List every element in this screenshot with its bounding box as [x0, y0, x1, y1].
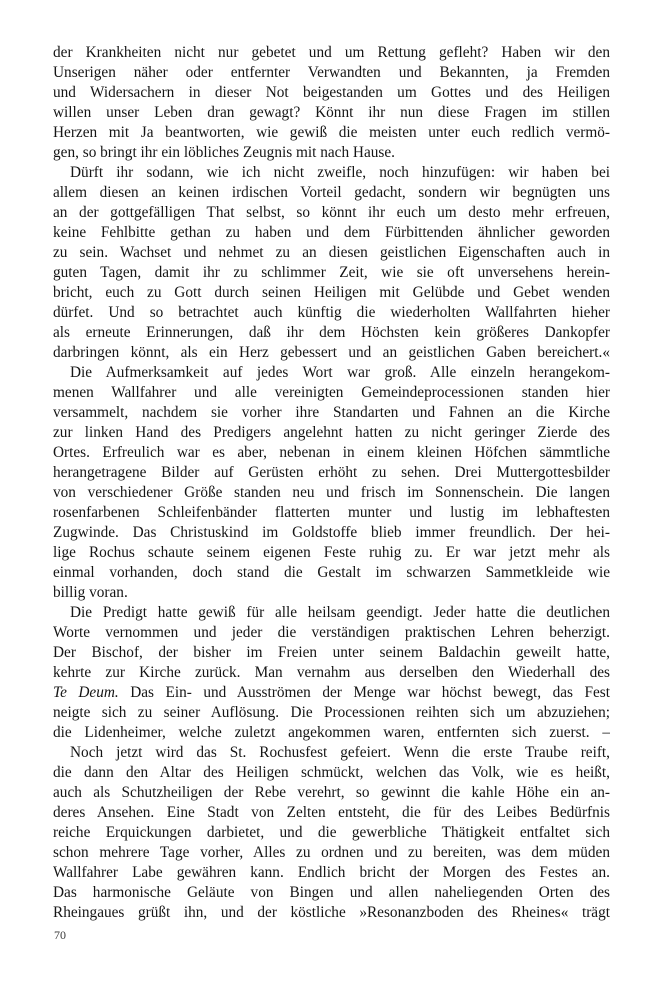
text-line: als erneute Erinnerungen, daß ihr dem Höchsten kein größeres Dankopfer — [53, 324, 610, 341]
text-line: kehrte zur Kirche zurück. Man vernahm aus derselben den Wiederhall des — [53, 664, 610, 681]
text-line: darbringen könnt, als ein Herz gebessert und an geistlichen Gaben bereichert.« — [53, 344, 610, 361]
text-line: Unserigen näher oder entfernter Verwandten und Bekannten, ja Fremden — [53, 64, 610, 81]
text-line: neigte sich zu seiner Auflösung. Die Processionen reihten sich um abzuziehen; — [53, 704, 610, 721]
text-line: versammelt, nachdem sie vorher ihre Standarten und Fahnen an die Kirche — [53, 404, 610, 421]
text-segment: Das Ein- und Ausströmen der Menge war höchst bewegt, das Fest — [118, 684, 610, 701]
text-line: billig voran. — [53, 584, 128, 601]
text-line: menen Wallfahrer und alle vereinigten Gemeindeprocessionen standen hier — [53, 384, 610, 401]
text-line: Dürft ihr sodann, wie ich nicht zweifle, noch hinzufügen: wir haben bei — [70, 164, 610, 181]
text-line: rosenfarbenen Schleifenbänder flatterten munter und lustig im lebhaftesten — [53, 504, 610, 521]
text-line: Wallfahrer Labe gewähren kann. Endlich bricht der Morgen des Festes an. — [53, 864, 610, 881]
text-line: auch als Schutzheiligen der Rebe verehrt, so gewinnt die kahle Höhe ein an- — [53, 784, 610, 801]
text-line: Herzen mit Ja beantworten, wie gewiß die meisten unter euch redlich vermö- — [53, 124, 610, 141]
text-line: lige Rochus schaute seinem eigenen Feste ruhig zu. Er war jetzt mehr als — [53, 544, 610, 561]
text-line: der Krankheiten nicht nur gebetet und um Rettung gefleht? Haben wir den — [53, 44, 610, 61]
text-line: Worte vernommen und jeder die verständigen praktischen Lehren beherzigt. — [53, 624, 610, 641]
page-text — [53, 43, 610, 923]
text-line: zur linken Hand des Predigers angelehnt hatten zu nicht geringer Zierde des — [53, 424, 610, 441]
text-line: deres Ansehen. Eine Stadt von Zelten entsteht, die für des Leibes Bedürfnis — [53, 804, 610, 821]
text-line: Rheingaues grüßt ihn, und der köstliche »Resonanzboden des Rheines« trägt — [53, 904, 610, 921]
text-line: Die Aufmerksamkeit auf jedes Wort war groß. Alle einzeln herangekom- — [70, 364, 610, 381]
text-line: Der Bischof, der bisher im Freien unter seinem Baldachin geweilt hatte, — [53, 644, 610, 661]
text-line: Die Predigt hatte gewiß für alle heilsam geendigt. Jeder hatte die deutlichen — [70, 604, 610, 621]
text-line: guten Tagen, damit ihr zu schlimmer Zeit, wie sie oft unversehens herein- — [53, 264, 610, 281]
text-line: allem diesen an keinen irdischen Vorteil gedacht, sondern wir begnügten uns — [53, 184, 610, 201]
text-line — [53, 683, 610, 703]
text-line: dürfet. Und so betrachtet auch künftig die wiederholten Wallfahrten hieher — [53, 304, 610, 321]
text-line: willen unser Leben dran gewagt? Könnt ihr nun diese Fragen im stillen — [53, 104, 610, 121]
text-line: keine Fehlbitte gethan zu haben und dem Fürbittenden ähnlicher geworden — [53, 224, 610, 241]
text-line: die Lidenheimer, welche zuletzt angekommen waren, entfernten sich zuerst. – — [53, 724, 610, 741]
text-line: schon mehrere Tage vorher, Alles zu ordnen und zu bereiten, was dem müden — [53, 844, 610, 861]
text-line: an der gottgefälligen That selbst, so könnt ihr euch um desto mehr erfreuen, — [53, 204, 610, 221]
text-line: Das harmonische Geläute von Bingen und allen naheliegenden Orten des — [53, 884, 610, 901]
text-line: von verschiedener Größe standen neu und frisch im Sonnenschein. Die langen — [53, 484, 610, 501]
text-line: reiche Erquickungen darbietet, und die gewerbliche Thätigkeit entfaltet sich — [53, 824, 610, 841]
text-line: einmal vorhanden, doch stand die Gestalt im schwarzen Sammetkleide wie — [53, 564, 610, 581]
text-line: die dann den Altar des Heiligen schmückt, welchen das Volk, wie es heißt, — [53, 764, 610, 781]
text-line: und Widersachern in dieser Not beigestanden um Gottes und des Heiligen — [53, 84, 610, 101]
text-line: Noch jetzt wird das St. Rochusfest gefeiert. Wenn die erste Traube reift, — [70, 744, 610, 761]
text-line: gen, so bringt ihr ein löbliches Zeugnis mit nach Hause. — [53, 144, 395, 161]
text-line: bricht, euch zu Gott durch seinen Heiligen mit Gelübde und Gebet wenden — [53, 284, 610, 301]
text-line: Zugwinde. Das Christuskind im Goldstoffe blieb immer freundlich. Der hei- — [53, 524, 610, 541]
text-line: herangetragene Bilder auf Gerüsten erhöht zu sehen. Drei Muttergottesbilder — [53, 464, 610, 481]
text-line: Ortes. Erfreulich war es aber, nebenan in einem kleinen Höfchen sämmtliche — [53, 444, 610, 461]
italic-text-segment: Te Deum. — [53, 684, 119, 701]
text-line: zu sein. Wachset und nehmet zu an diesen geistlichen Eigenschaften auch in — [53, 244, 610, 261]
page-number: 70 — [54, 928, 66, 942]
